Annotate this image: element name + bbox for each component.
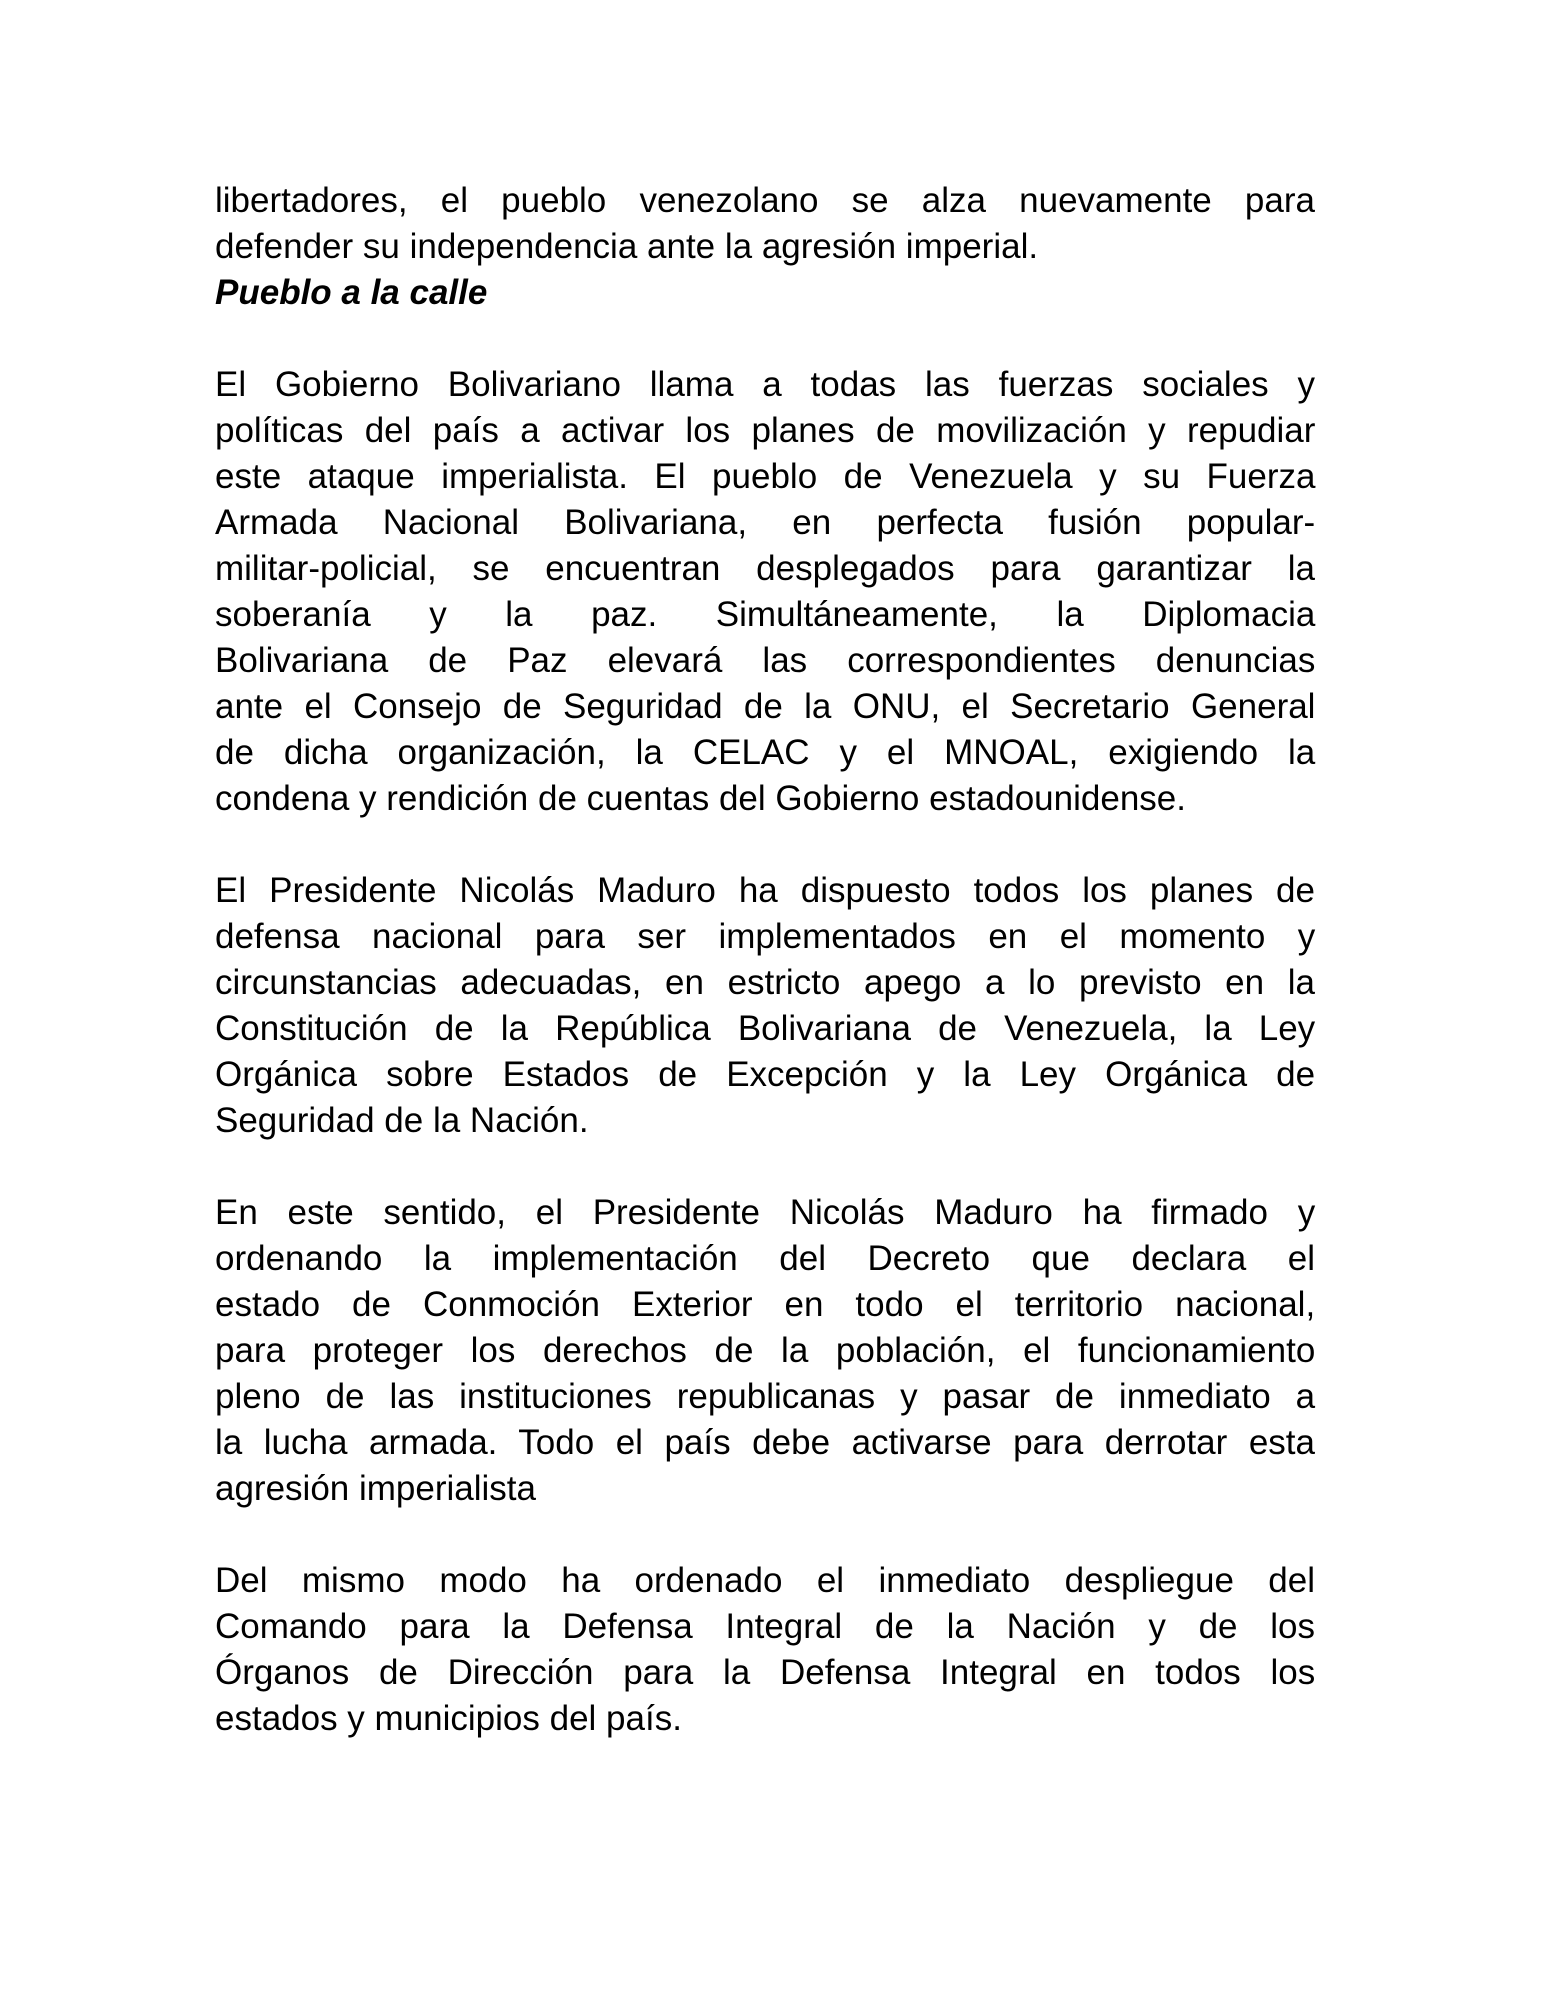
text-line: ordenando la implementación del Decreto que declara el: [215, 1239, 1315, 1278]
paragraph-command-deployment: [215, 1558, 1315, 1742]
paragraph-mobilization: [215, 362, 1315, 822]
text-line: condena y rendición de cuentas del Gobierno estadounidense.: [215, 779, 1186, 818]
text-line: soberanía y la paz. Simultáneamente, la Diplomacia: [215, 595, 1316, 634]
document-body: [215, 178, 1315, 1742]
text-line: este ataque imperialista. El pueblo de Venezuela y su Fuerza: [215, 457, 1316, 496]
text-line: Seguridad de la Nación.: [215, 1101, 589, 1140]
text-line: estados y municipios del país.: [215, 1699, 682, 1738]
text-line: ante el Consejo de Seguridad de la ONU, el Secretario General: [215, 687, 1316, 726]
text-line: En este sentido, el Presidente Nicolás Maduro ha firmado y: [215, 1193, 1316, 1232]
text-line: Órganos de Dirección para la Defensa Integral en todos los: [215, 1653, 1316, 1692]
text-line: libertadores, el pueblo venezolano se alza nuevamente para: [215, 181, 1315, 220]
text-line: estado de Conmoción Exterior en todo el territorio nacional,: [215, 1285, 1316, 1324]
text-line: Comando para la Defensa Integral de la Nación y de los: [215, 1607, 1315, 1646]
paragraph-spacer: [215, 822, 1315, 868]
paragraph-spacer: [215, 1144, 1315, 1190]
paragraph-spacer: [215, 1512, 1315, 1558]
text-line: El Gobierno Bolivariano llama a todas las fuerzas sociales y: [215, 365, 1315, 404]
text-line: Constitución de la República Bolivariana de Venezuela, la Ley: [215, 1009, 1316, 1048]
text-line: circunstancias adecuadas, en estricto apego a lo previsto en la: [215, 963, 1315, 1002]
paragraph-spacer: [215, 316, 1315, 362]
paragraph-defense-plans: [215, 868, 1315, 1144]
text-line: Bolivariana de Paz elevará las correspondientes denuncias: [215, 641, 1316, 680]
text-line: Del mismo modo ha ordenado el inmediato despliegue del: [215, 1561, 1315, 1600]
section-heading: Pueblo a la calle: [215, 273, 488, 312]
text-line: de dicha organización, la CELAC y el MNOAL, exigiendo la: [215, 733, 1316, 772]
text-line: políticas del país a activar los planes de movilización y repudiar: [215, 411, 1316, 450]
text-line: para proteger los derechos de la población, el funcionamiento: [215, 1331, 1316, 1370]
text-line: pleno de las instituciones republicanas y pasar de inmediato a: [215, 1377, 1316, 1416]
text-line: El Presidente Nicolás Maduro ha dispuesto todos los planes de: [215, 871, 1315, 910]
text-line: Orgánica sobre Estados de Excepción y la Ley Orgánica de: [215, 1055, 1316, 1094]
text-line: defender su independencia ante la agresión imperial.: [215, 227, 1039, 266]
paragraph-decree: [215, 1190, 1315, 1512]
paragraph-intro-continuation: [215, 178, 1315, 270]
text-line: la lucha armada. Todo el país debe activarse para derrotar esta: [215, 1423, 1315, 1462]
text-line: militar-policial, se encuentran desplegados para garantizar la: [215, 549, 1315, 588]
text-line: defensa nacional para ser implementados en el momento y: [215, 917, 1316, 956]
text-line: Armada Nacional Bolivariana, en perfecta fusión popular-: [215, 503, 1316, 542]
text-line: agresión imperialista: [215, 1469, 536, 1508]
